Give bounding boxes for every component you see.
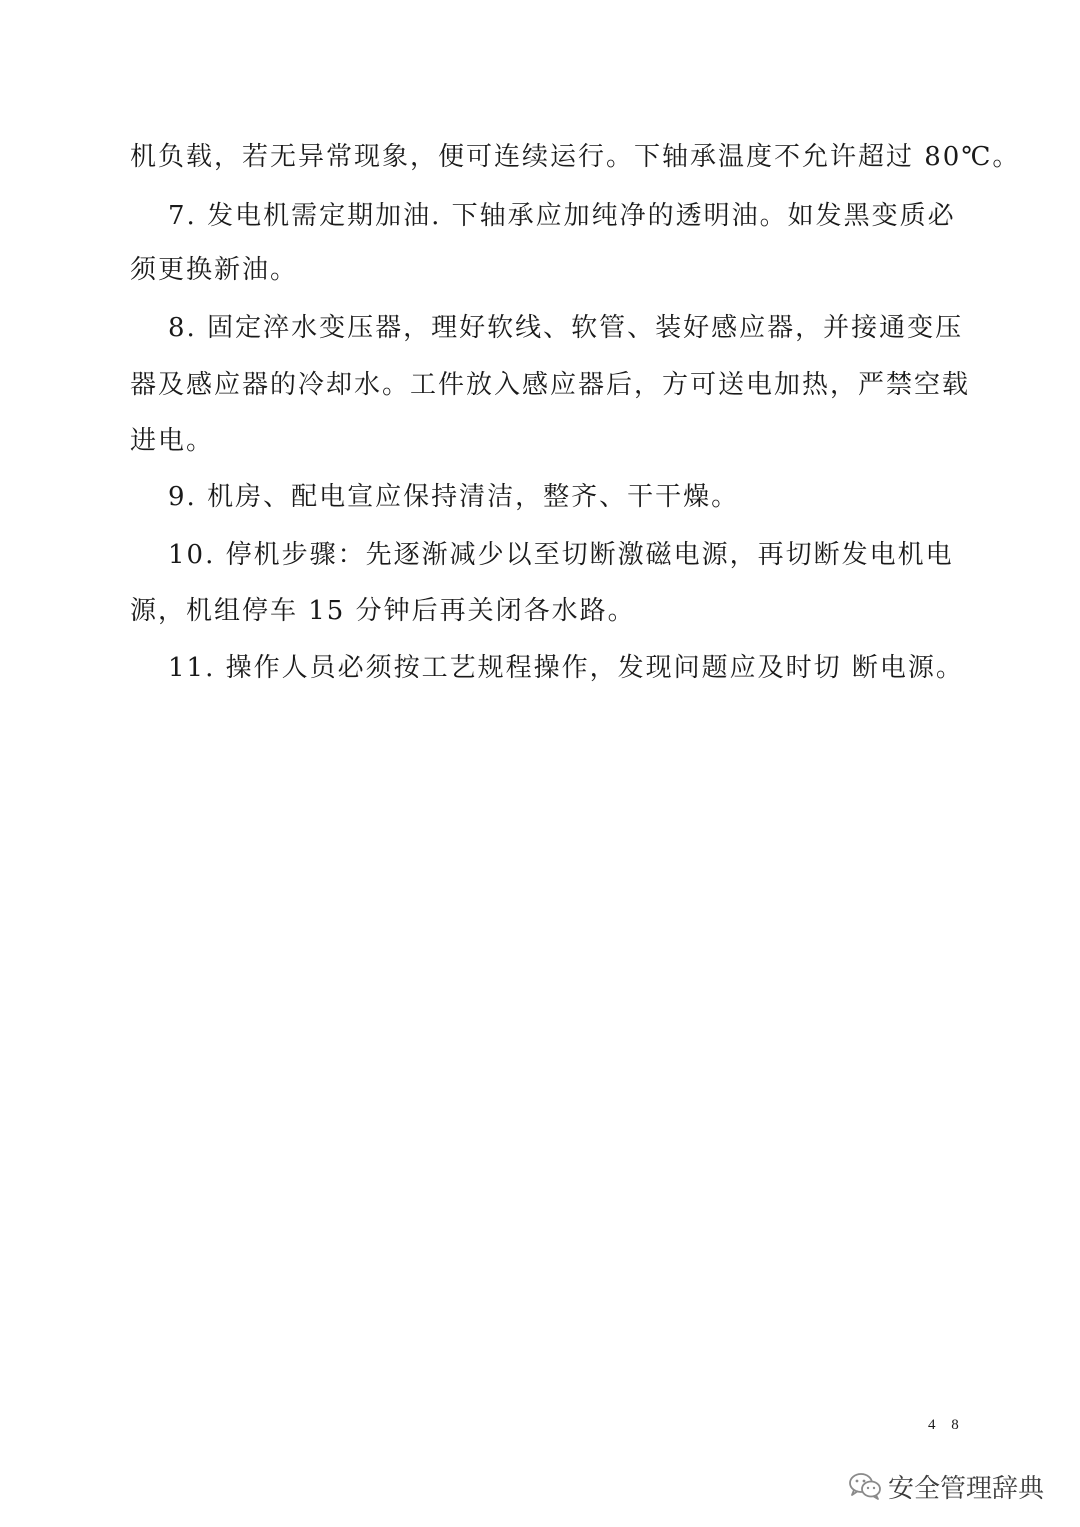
item-10-line-2: 源，机组停车 15 分钟后再关闭各水路。 (130, 596, 636, 626)
watermark (848, 1466, 1044, 1506)
wechat-icon (848, 1471, 882, 1501)
item-8-line-2: 器及感应器的冷却水。工件放入感应器后，方可送电加热，严禁空载 (130, 370, 971, 400)
text-line-continuation: 机负载，若无异常现象，便可连续运行。下轴承温度不允许超过 80℃。 (130, 142, 1021, 172)
item-9-line-1: 9. 机房、配电宣应保持清洁，整齐、干干燥。 (168, 482, 740, 512)
page-number: 4 8 (928, 1417, 965, 1433)
item-10-line-1: 10. 停机步骤：先逐渐减少以至切断激磁电源，再切断发电机电 (168, 540, 954, 570)
watermark-text: 安全管理辞典 (888, 1473, 1045, 1504)
item-7-line-1: 7. 发电机需定期加油. 下轴承应加纯净的透明油。如发黑变质必 (168, 201, 956, 231)
item-8-line-1: 8. 固定淬水变压器，理好软线、软管、装好感应器，并接通变压 (168, 313, 964, 343)
item-11-line-1: 11. 操作人员必须按工艺规程操作，发现问题应及时切 断电源。 (168, 653, 964, 683)
item-7-line-2: 须更换新油。 (130, 255, 299, 285)
item-8-line-3: 进电。 (130, 426, 215, 456)
